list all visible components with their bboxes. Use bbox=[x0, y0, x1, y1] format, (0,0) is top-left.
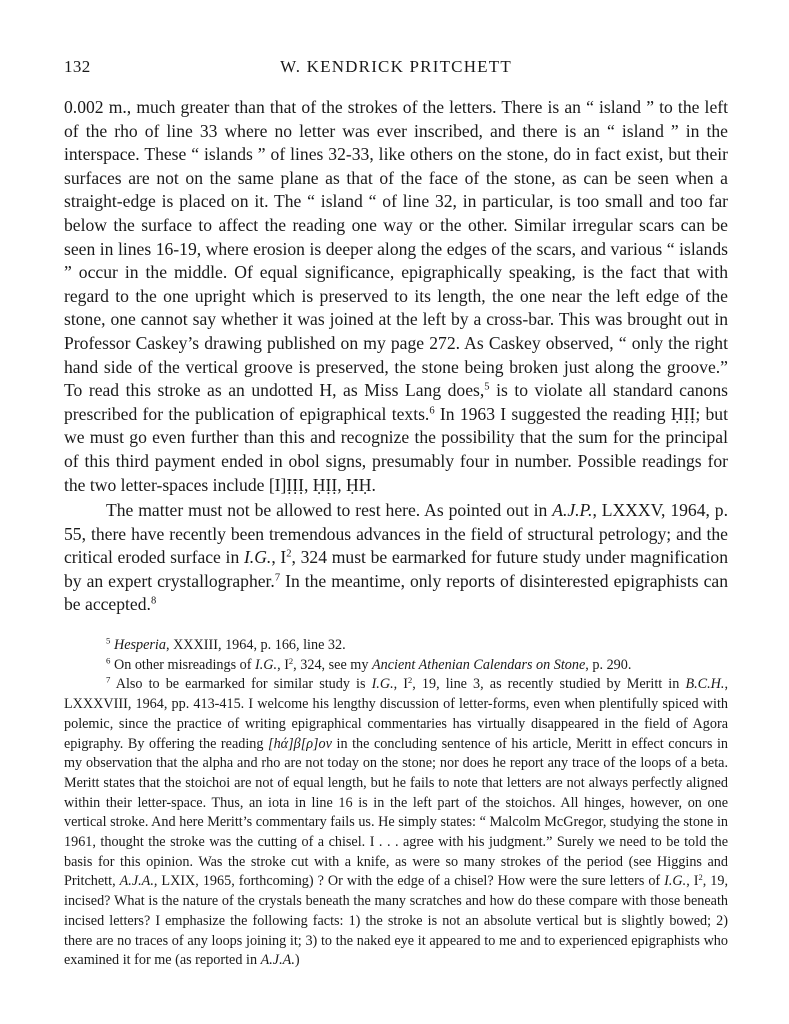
epigraphic-reading: ḤỊỊ bbox=[670, 403, 696, 424]
superscript: 2 bbox=[698, 872, 703, 883]
superscript: 2 bbox=[288, 655, 294, 666]
footnote-6 bbox=[64, 656, 728, 676]
superscript: 2 bbox=[408, 675, 413, 686]
footnote-5 bbox=[64, 636, 728, 656]
text-run: , 19, incised? What is the nature of the crystals beneath the many scratches and how do these compare with those beneath incised letters? I emphasize the following facts: 1) the stroke is not an absolute vertical but is slightly bowed; 2) there are no traces of any loops joining it; 3) to the naked eye it appeared to me and to experienced epigraphists who examined it for me (as reported in bbox=[64, 873, 729, 969]
text-run: , I bbox=[277, 656, 289, 673]
text-run: In 1963 I suggested the reading bbox=[434, 403, 671, 424]
epigraphic-reading: ḤỊỊ bbox=[312, 474, 338, 495]
text-run: On other misreadings of bbox=[110, 656, 256, 673]
italic-citation: Hesperia bbox=[113, 637, 166, 653]
text-run: , LXXXVIII, 1964, pp. 413-415. I welcome his lengthy discussion of letter-forms, even when plentifully spiced with polemic, since the practice of writing epigraphical commentaries has virtually disappeared in the field of Agora epigraphy. By offering the reading bbox=[64, 676, 728, 752]
italic-citation: I.G. bbox=[371, 676, 394, 693]
italic-citation: A.J.A. bbox=[260, 952, 295, 969]
text-run: is to violate all standard canons prescribed for the publication of epigraphical texts. bbox=[64, 380, 728, 424]
text-run: , I bbox=[271, 547, 287, 568]
main-text bbox=[64, 96, 728, 617]
footnote-mark: 6 bbox=[106, 655, 111, 666]
epigraphic-reading: ḤḤ bbox=[346, 474, 372, 495]
italic-citation: A.J.P. bbox=[552, 500, 593, 521]
footnote-mark: 5 bbox=[106, 635, 111, 646]
text-run: , XXXIII, 1964, p. 166, line 32. bbox=[165, 637, 346, 653]
italic-citation: I.G. bbox=[243, 547, 272, 568]
footnote-ref-6[interactable]: 6 bbox=[429, 405, 435, 417]
text-run: , bbox=[303, 474, 313, 495]
footnote-7 bbox=[64, 675, 728, 971]
text-run: , 324 must be earmarked for future study under magnification by an expert crystallographer. bbox=[64, 547, 728, 591]
italic-citation: I.G. bbox=[255, 656, 278, 673]
text-run: , 19, line 3, as recently studied by Meritt in bbox=[412, 676, 686, 693]
text-run: , LXXXV, 1964, p. 55, there have recently been tremendous advances in the field of structural petrology; and the critical eroded surface in bbox=[64, 500, 728, 568]
footnote-ref-5[interactable]: 5 bbox=[484, 381, 490, 393]
text-run: , LXIX, 1965, forthcoming) ? Or with the edge of a chisel? How were the sure letters of bbox=[153, 873, 665, 890]
text-run: ; but we must go even further than this and recognize the possibility that the sum for the principal of this third payment ended in obol signs, presumably four in number. Possible readings for the two letter-spaces include bbox=[64, 403, 728, 495]
text-run: , bbox=[337, 474, 347, 495]
body-paragraph-2 bbox=[64, 499, 728, 617]
text-run: . bbox=[371, 474, 376, 495]
text-run: , 324, see my bbox=[293, 656, 372, 673]
footnote-mark: 7 bbox=[106, 675, 111, 686]
footnote-ref-7[interactable]: 7 bbox=[274, 572, 281, 584]
text-run: In the meantime, only reports of disinterested epigraphists can be accepted. bbox=[64, 570, 729, 615]
text-run: in the concluding sentence of his article, Meritt in effect concurs in my observation that the alpha and rho are not today on the stone; nor does he report any trace of the loops of a beta. Meritt states that the stoichoi are not of equal length, but he fails to note that letters are not always perfectly aligned within their letter-space. Thus, an iota in line 16 is in the left part of the stoichos. All hinges, however, on one vertical stroke. And here Meritt’s commentary fails us. He simply states: “ Malcolm McGregor, studying the stone in 1961, thought the stroke was the cutting of a chisel. I . . . agree with his judgment.” Surely we need to be told the basis for this opinion. Was the stroke cut with a knife, as were so many strokes of the period (see Higgins and Pritchett, bbox=[64, 735, 728, 890]
footnotes bbox=[64, 636, 728, 971]
italic-citation: A.J.A. bbox=[119, 873, 154, 890]
text-run: ) bbox=[294, 952, 300, 969]
text-run: , I bbox=[686, 873, 699, 890]
text-run: , I bbox=[393, 676, 409, 693]
italic-citation: I.G. bbox=[664, 873, 687, 890]
greek-reading: [hά]β[ρ]ον bbox=[268, 735, 332, 752]
text-run: , p. 290. bbox=[585, 656, 632, 673]
superscript: 2 bbox=[286, 548, 292, 560]
running-head bbox=[64, 57, 728, 81]
italic-citation: Ancient Athenian Calendars on Stone bbox=[371, 656, 586, 673]
footnote-ref-8[interactable]: 8 bbox=[150, 596, 157, 608]
body-paragraph-1 bbox=[64, 96, 728, 497]
text-run: 0.002 m., much greater than that of the strokes of the letters. There is an “ island ” to the left of the rho of line 33 where no letter was ever inscribed, and there is an “ island ” in the interspace. These “ islands ” of lines 32-33, like others on the stone, do in fact exist, but their surfaces are not on the same plane as that of the face of the stone, as can be seen when a straight-edge is placed on it. The “ island “ of line 32, in particular, is too small and too far below the surface to affect the reading one way or the other. Similar irregular scars can be seen in lines 16-19, where erosion is deeper along the edges of the scars, and various “ islands ” occur in the middle. Of equal significance, epigraphically speaking, is the fact that with regard to the one upright which is preserved to its length, the one near the left edge of the stone, one cannot say whether it was joined at the left by a cross-bar. This was brought out in Professor Caskey’s drawing published on my page 272. As Caskey observed, “ only the right hand side of the vertical groove is preserved, the stone being broken just along the groove.” To read this stroke as an undotted H, as Miss Lang does, bbox=[64, 97, 728, 401]
italic-citation: B.C.H. bbox=[685, 676, 725, 693]
page-number: 132 bbox=[64, 57, 91, 76]
running-head-author: W. KENDRICK PRITCHETT bbox=[280, 57, 512, 76]
epigraphic-reading: [I]ỊỊỊ bbox=[268, 474, 304, 495]
text-run: Also to be earmarked for similar study is bbox=[110, 676, 372, 693]
text-run: The matter must not be allowed to rest here. As pointed out in bbox=[106, 500, 553, 521]
